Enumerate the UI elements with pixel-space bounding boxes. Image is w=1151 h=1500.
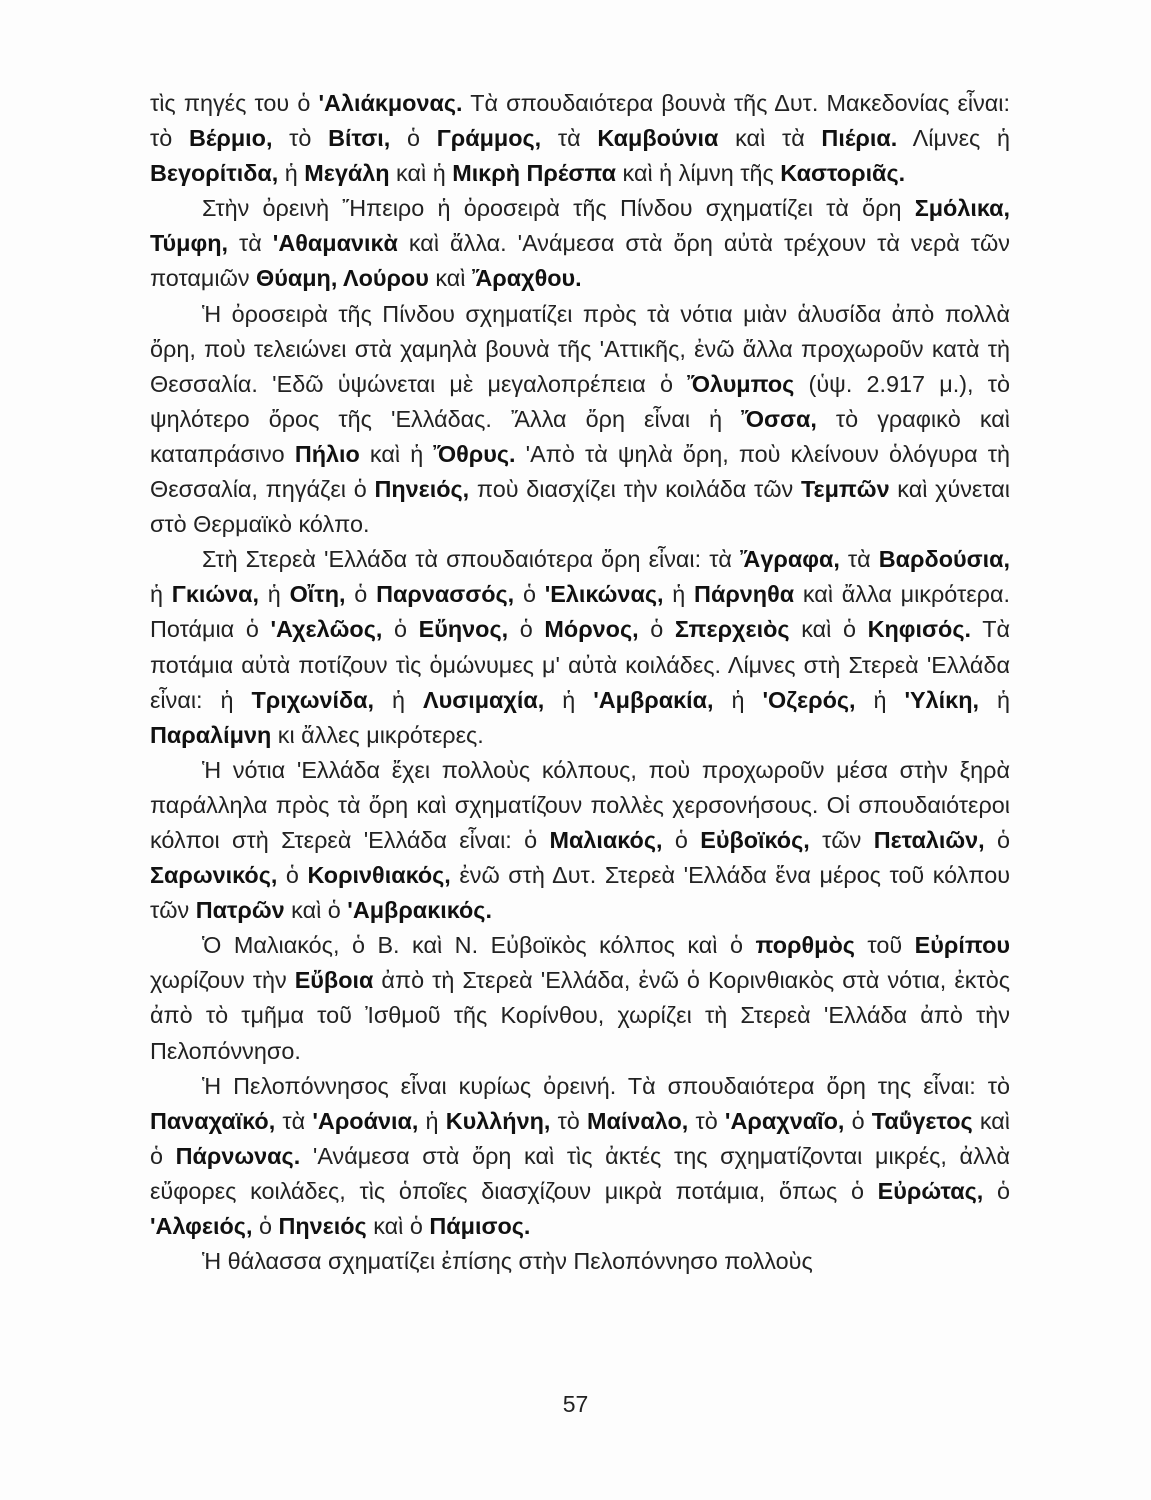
text-run: καὶ ὁ [789,616,868,643]
bold-term: Πάρνηθα [694,581,795,608]
bold-term: Οἴτη, [289,581,346,608]
bold-term: πορθμὸς [755,932,855,959]
text-run: ἡ [418,1107,446,1134]
text-run: ἡ [979,686,1010,713]
text-run: ἐνῶ στὴ Δυτ. Στερεὰ 'Ελλάδα ἕνα μέρος τοῦ κόλπου τῶν [150,862,1010,924]
bold-term: Γκιώνα, [171,581,260,608]
text-run: καὶ ἄλλα μικρότερα. Ποτάμια ὁ [150,581,1010,643]
bold-term: 'Αροάνια, [312,1107,419,1134]
paragraph [150,928,1010,1068]
bold-term: Καμβούνια [597,125,719,152]
text-run: ὁ [390,125,437,152]
text-run: τὰ [839,546,879,573]
text-run: Στὴ Στερεὰ 'Ελλάδα τὰ σπουδαιότερα ὄρη εἶναι: τὰ [202,546,741,573]
bold-term: Κυλλήνη, [445,1107,551,1134]
bold-term: Πήλιο [294,440,360,467]
bold-term: 'Οζερός, [762,686,856,713]
bold-term: Τεμπῶν [800,476,890,503]
text-run: ὁ [345,581,377,608]
bold-term: Λυσιμαχία, [423,686,545,713]
bold-term: 'Αλφειός, [150,1213,253,1239]
text-run: ποὺ διασχίζει τὴν κοιλάδα τῶν [469,476,801,503]
paragraph [150,542,1010,753]
bold-term: Ὄσσα, [741,405,817,432]
text-run: Ἡ ὀροσειρὰ τῆς Πίνδου σχηματίζει πρὸς τὰ νότια μιὰν ἁλυσίδα ἀπὸ πολλὰ ὄρη, ποὺ τελειώνει στὰ χαμηλὰ βουνὰ τῆς 'Αττικῆς, ἐνῶ ἄλλα προχωροῦν κατὰ τὴ Θεσσαλία. 'Εδῶ ὑψώνεται μὲ μεγαλοπρέπεια ὁ [150,300,1010,397]
bold-term: Κορινθιακός, [307,862,451,889]
text-run: ἡ [150,581,172,608]
text-run: Ἡ θάλασσα σχηματίζει ἐπίσης στὴν Πελοπόννησο πολλοὺς [202,1248,813,1275]
text-run: ὁ [984,826,1010,853]
text-run: ἡ [374,686,423,713]
text-run: καὶ ὁ [150,1107,1011,1169]
text-run: Ἡ νότια 'Ελλάδα ἔχει πολλοὺς κόλπους, ποὺ προχωροῦν μέσα στὴν ξηρὰ παράλληλα πρὸς τὰ ὄρη καὶ σχηματίζουν πολλὲς χερσονήσους. Οἱ σπουδαιότεροι κόλποι στὴ Στερεὰ 'Ελλάδα εἶναι: ὁ [150,756,1010,853]
bold-term: Εὐρώτας, [877,1177,984,1204]
bold-term: Βαρδούσια, [878,546,1010,573]
bold-term: 'Ελικώνας, [544,581,664,608]
text-run: καὶ τὰ [718,125,822,152]
bold-term: Βέρμιο, [188,125,273,152]
bold-term: Ἄγραφα, [740,546,840,573]
text-run: Ὁ Μαλιακός, ὁ Β. καὶ Ν. Εὐβοϊκὸς κόλπος καὶ ὁ [202,932,756,959]
text-run: Τὰ σπουδαιότερα βουνὰ τῆς Δυτ. Μακεδονίας εἶναι: τὸ [150,90,1011,152]
text-run: ὁ [662,826,701,853]
bold-term: Ὄθρυς. [433,440,516,467]
text-run: καὶ ὁ [284,897,348,924]
bold-term: Κηφισός. [867,616,971,643]
bold-term: Μαίναλο, [587,1107,689,1134]
bold-term: 'Αθαμανικὰ [272,230,398,257]
text-run: ἡ [278,160,305,187]
text-run: ὁ [277,862,308,889]
text-run: τῶν [809,826,874,853]
text-run: τοῦ [854,932,915,959]
text-run: καὶ ἡ λίμνη τῆς [616,160,781,187]
text-run: ὁ [638,616,675,643]
bold-term: Σμόλικα, Τύμφη, [150,195,1010,257]
text-run: καὶ ἄλλα. 'Ανάμεσα στὰ ὄρη αὐτὰ τρέχουν τὰ νερὰ τῶν ποταμιῶν [150,230,1010,292]
paragraph [150,1244,1010,1279]
text-run: χωρίζουν τὴν [150,967,295,994]
body-text [150,86,1010,1279]
bold-term: Ἄραχθου. [471,265,582,292]
text-run: ἀπὸ τὴ Στερεὰ 'Ελλάδα, ἐνῶ ὁ Κορινθιακὸς στὰ νότια, ἐκτὸς ἀπὸ τὸ τμῆμα τοῦ Ἰσθμοῦ τῆς Κορίνθου, χωρίζει τὴ Στερεὰ 'Ελλάδα ἀπὸ τὴν Πελοπόννησο. [150,967,1010,1064]
page-number: 57 [562,1391,589,1417]
text-run: ὁ [983,1177,1010,1204]
bold-term: Εὐβοϊκός, [700,826,810,853]
bold-term: Πάμισος. [429,1213,531,1239]
bold-term: Παρνασσός, [376,581,515,608]
text-run: τὰ [541,125,598,152]
bold-term: Μαλιακός, [549,826,663,853]
text-run: 'Απὸ τὰ ψηλὰ ὄρη, ποὺ κλείνουν ὁλόγυρα τὴ Θεσσαλία, πηγάζει ὁ [150,440,1010,503]
bold-term: Εὔβοια [294,967,374,994]
paragraph [150,191,1010,296]
bold-term: Θύαμη, Λούρου [256,265,429,292]
text-run: καὶ ἡ [389,160,453,187]
text-run: καὶ ἡ [359,440,434,467]
paragraph [150,1069,1010,1244]
bold-term: Καστοριᾶς. [780,160,906,187]
text-run: ἡ [855,686,905,713]
text-run: ἡ [663,581,695,608]
bold-term: Πατρῶν [195,897,285,924]
text-run: ὁ [252,1213,279,1239]
text-run: καὶ [428,265,472,292]
bold-term: 'Αχελῶος, [270,616,383,643]
text-run: ὁ [844,1107,872,1134]
text-run: κι ἄλλες μικρότερες. [271,721,484,748]
text-run: τὸ [688,1107,725,1134]
paragraph [150,297,1010,543]
text-run: ἡ [544,686,594,713]
bold-term: Μεγάλη [304,160,390,187]
bold-term: Πάρνωνας. [175,1142,301,1169]
bold-term: Πεταλιῶν, [873,826,985,853]
text-run: ἡ [713,686,763,713]
text-run: ὁ [514,581,545,608]
bold-term: Σαρωνικός, [150,862,278,889]
text-run: Ἡ Πελοπόννησος εἶναι κυρίως ὀρεινή. Τὰ σπουδαιότερα ὄρη της εἶναι: τὸ [202,1072,1010,1099]
bold-term: 'Αμβρακικός. [347,897,492,924]
text-run: Τὰ ποτάμια αὐτὰ ποτίζουν τὶς ὁμώνυμες μ' αὐτὰ κοιλάδες. Λίμνες στὴ Στερεὰ 'Ελλάδα εἶναι: ἡ [150,616,1011,713]
bold-term: Εὐρίπου [914,932,1010,959]
bold-term: Εὔηνος, [418,616,509,643]
text-run: καὶ χύνεται στὸ Θερμαϊκὸ κόλπο. [150,476,1010,538]
text-run: τὰ [228,230,273,257]
bold-term: Μόρνος, [544,616,639,643]
paragraph [150,753,1010,928]
text-run: τὸ γραφικὸ καὶ καταπράσινο [150,405,1010,467]
paragraph [150,86,1010,191]
bold-term: Πηνειός [278,1213,367,1239]
bold-term: Ὄλυμπος [687,370,795,397]
bold-term: Σπερχειὸς [674,616,790,643]
bold-term: Βεγορίτιδα, [150,160,279,187]
bold-term: Πιέρια. [821,125,898,152]
bold-term: Μικρὴ Πρέσπα [452,160,617,187]
bold-term: 'Υλίκη, [904,686,979,713]
text-run: καὶ ὁ [366,1213,430,1239]
bold-term: Βίτσι, [328,125,391,152]
text-run: Λίμνες ἡ [897,125,1011,152]
text-run: (ὑψ. 2.917 μ.), τὸ ψηλότερο ὄρος τῆς 'Ελλάδας. Ἄλλα ὄρη εἶναι ἡ [150,370,1011,432]
text-run: Στὴν ὀρεινὴ Ἤπειρο ἡ ὀροσειρὰ τῆς Πίνδου σχηματίζει τὰ ὄρη [202,195,915,222]
text-run: τὶς πηγές του ὁ [150,90,319,116]
text-run: ἡ [259,581,290,608]
text-run: ὁ [508,616,545,643]
bold-term: Πηνειός, [374,476,470,503]
bold-term: Παναχαϊκό, [150,1107,276,1134]
text-run: 'Ανάμεσα στὰ ὄρη καὶ τὶς ἀκτές της σχηματίζονται μικρές, ἀλλὰ εὔφορες κοιλάδες, τὶς ὁποῖες διασχίζουν μικρὰ ποτάμια, ὅπως ὁ [150,1142,1010,1204]
bold-term: Παραλίμνη [150,721,272,748]
bold-term: Ταΰγετος [871,1107,973,1134]
bold-term: 'Αραχναῖο, [724,1107,845,1134]
text-run: ὁ [382,616,419,643]
text-run: τὸ [550,1107,588,1134]
bold-term: Τριχωνίδα, [251,686,375,713]
bold-term: 'Αμβρακία, [593,686,714,713]
text-run: τὸ [272,125,329,152]
bold-term: Γράμμος, [436,125,542,152]
bold-term: 'Αλιάκμονας. [318,90,463,116]
text-run: τὰ [275,1107,313,1134]
